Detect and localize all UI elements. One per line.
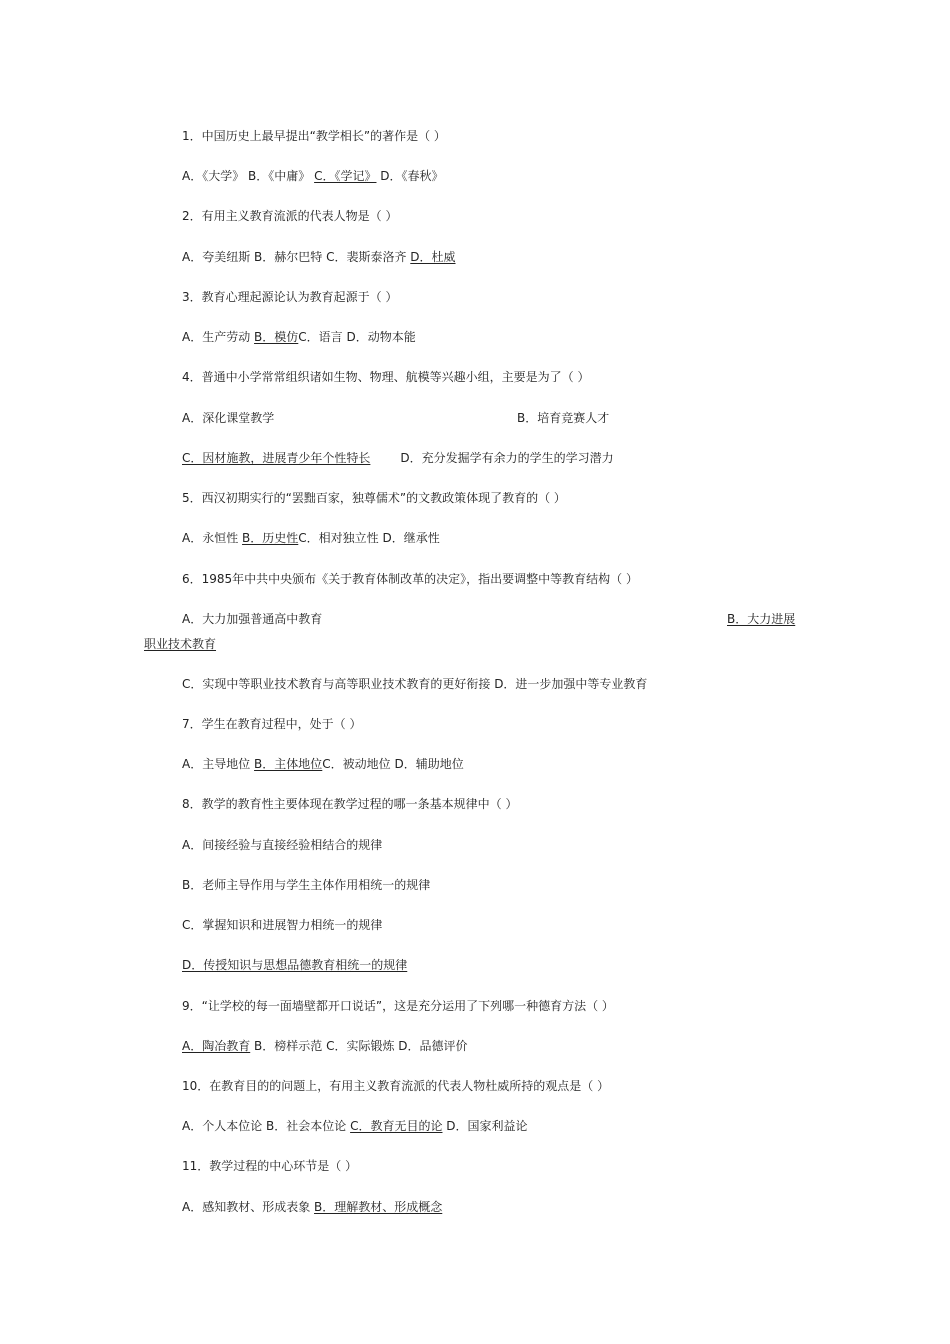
q10-option-d: D．国家利益论 <box>442 1119 528 1133</box>
q7-options <box>182 756 464 772</box>
q9-option-bcd: B．榜样示范 C．实际锻炼 D．品德评价 <box>250 1039 468 1053</box>
q2-options <box>182 249 456 265</box>
q8-stem: 8．教学的教育性主要体现在教学过程的哪一条基本规律中（ ） <box>182 797 518 811</box>
q3-options <box>182 329 416 345</box>
q8-option-a: A．间接经验与直接经验相结合的规律 <box>182 838 383 852</box>
q6-stem: 6．1985年中共中央颁布《关于教育体制改革的决定》，指出要调整中等教育结构（ ） <box>182 572 638 586</box>
q11-answer: B．理解教材、形成概念 <box>314 1200 443 1214</box>
q10-stem: 10．在教育目的的问题上，有用主义教育流派的代表人物杜威所持的观点是（ ） <box>182 1079 610 1093</box>
q10-answer: C．教育无目的论 <box>350 1119 443 1133</box>
q3-answer: B．模仿 <box>254 330 299 344</box>
q3-option-a: A．生产劳动 <box>182 330 251 344</box>
q8-option-c: C．掌握知识和进展智力相统一的规律 <box>182 918 383 932</box>
q11-option-a: A．感知教材、形成表象 <box>182 1200 315 1214</box>
q7-stem: 7．学生在教育过程中，处于（ ） <box>182 717 362 731</box>
q1-stem: 1．中国历史上最早提出“教学相长”的著作是（ ） <box>182 129 446 143</box>
q8-option-b: B．老师主导作用与学生主体作用相统一的规律 <box>182 878 431 892</box>
q9-options <box>182 1038 468 1054</box>
q5-options <box>182 530 440 546</box>
q1-answer: C．《学记》 <box>314 169 377 183</box>
q4-option-d: D．充分发掘学有余力的学生的学习潜力 <box>400 451 614 465</box>
q3-stem: 3．教育心理起源论认为教育起源于（ ） <box>182 290 398 304</box>
q4-answer: C．因材施教，进展青少年个性特长 <box>182 451 371 465</box>
q2-stem: 2．有用主义教育流派的代表人物是（ ） <box>182 209 398 223</box>
q7-option-a: A．主导地位 <box>182 757 251 771</box>
q6-answer-part1: B．大力进展 <box>727 612 796 626</box>
q4-stem: 4．普通中小学常常组织诸如生物、物理、航模等兴趣小组，主要是为了（ ） <box>182 370 590 384</box>
q6-option-a: A．大力加强普通高中教育 <box>182 612 323 626</box>
q6-answer-part2: 职业技术教育 <box>144 637 217 651</box>
q2-option-abc: A．夸美纽斯 B．赫尔巴特 C．裴斯泰洛齐 <box>182 250 407 264</box>
q5-stem: 5．西汉初期实行的“罢黜百家，独尊儒术”的文教政策体现了教育的（ ） <box>182 491 566 505</box>
q9-stem: 9．“让学校的每一面墙壁都开口说话”，这是充分运用了下列哪一种德育方法（ ） <box>182 999 614 1013</box>
q5-answer: B．历史性 <box>242 531 299 545</box>
q8-answer: D．传授知识与思想品德教育相统一的规律 <box>182 958 408 972</box>
q7-option-cd: C．被动地位 D．辅助地位 <box>322 757 464 771</box>
q10-option-ab: A．个人本位论 B．社会本位论 <box>182 1119 347 1133</box>
q3-option-cd: C．语言 D．动物本能 <box>298 330 416 344</box>
q9-answer: A．陶冶教育 <box>182 1039 251 1053</box>
q5-option-a: A．永恒性 <box>182 531 239 545</box>
q1-options <box>182 168 444 184</box>
q11-options <box>182 1199 442 1215</box>
q1-option-ab: A．《大学》 B．《中庸》 <box>182 169 311 183</box>
q2-answer: D．杜威 <box>410 250 456 264</box>
q6-options-cd: C．实现中等职业技术教育与高等职业技术教育的更好衔接 D．进一步加强中等专业教育 <box>182 677 648 691</box>
q4-option-a: A．深化课堂教学 <box>182 411 275 425</box>
q4-options-cd <box>182 450 614 466</box>
q5-option-cd: C．相对独立性 D．继承性 <box>298 531 440 545</box>
q4-option-b: B．培育竞赛人才 <box>517 411 610 425</box>
q7-answer: B．主体地位 <box>254 757 323 771</box>
q10-options <box>182 1118 528 1134</box>
q1-option-d: D．《春秋》 <box>376 169 444 183</box>
q11-stem: 11．教学过程的中心环节是（ ） <box>182 1159 358 1173</box>
